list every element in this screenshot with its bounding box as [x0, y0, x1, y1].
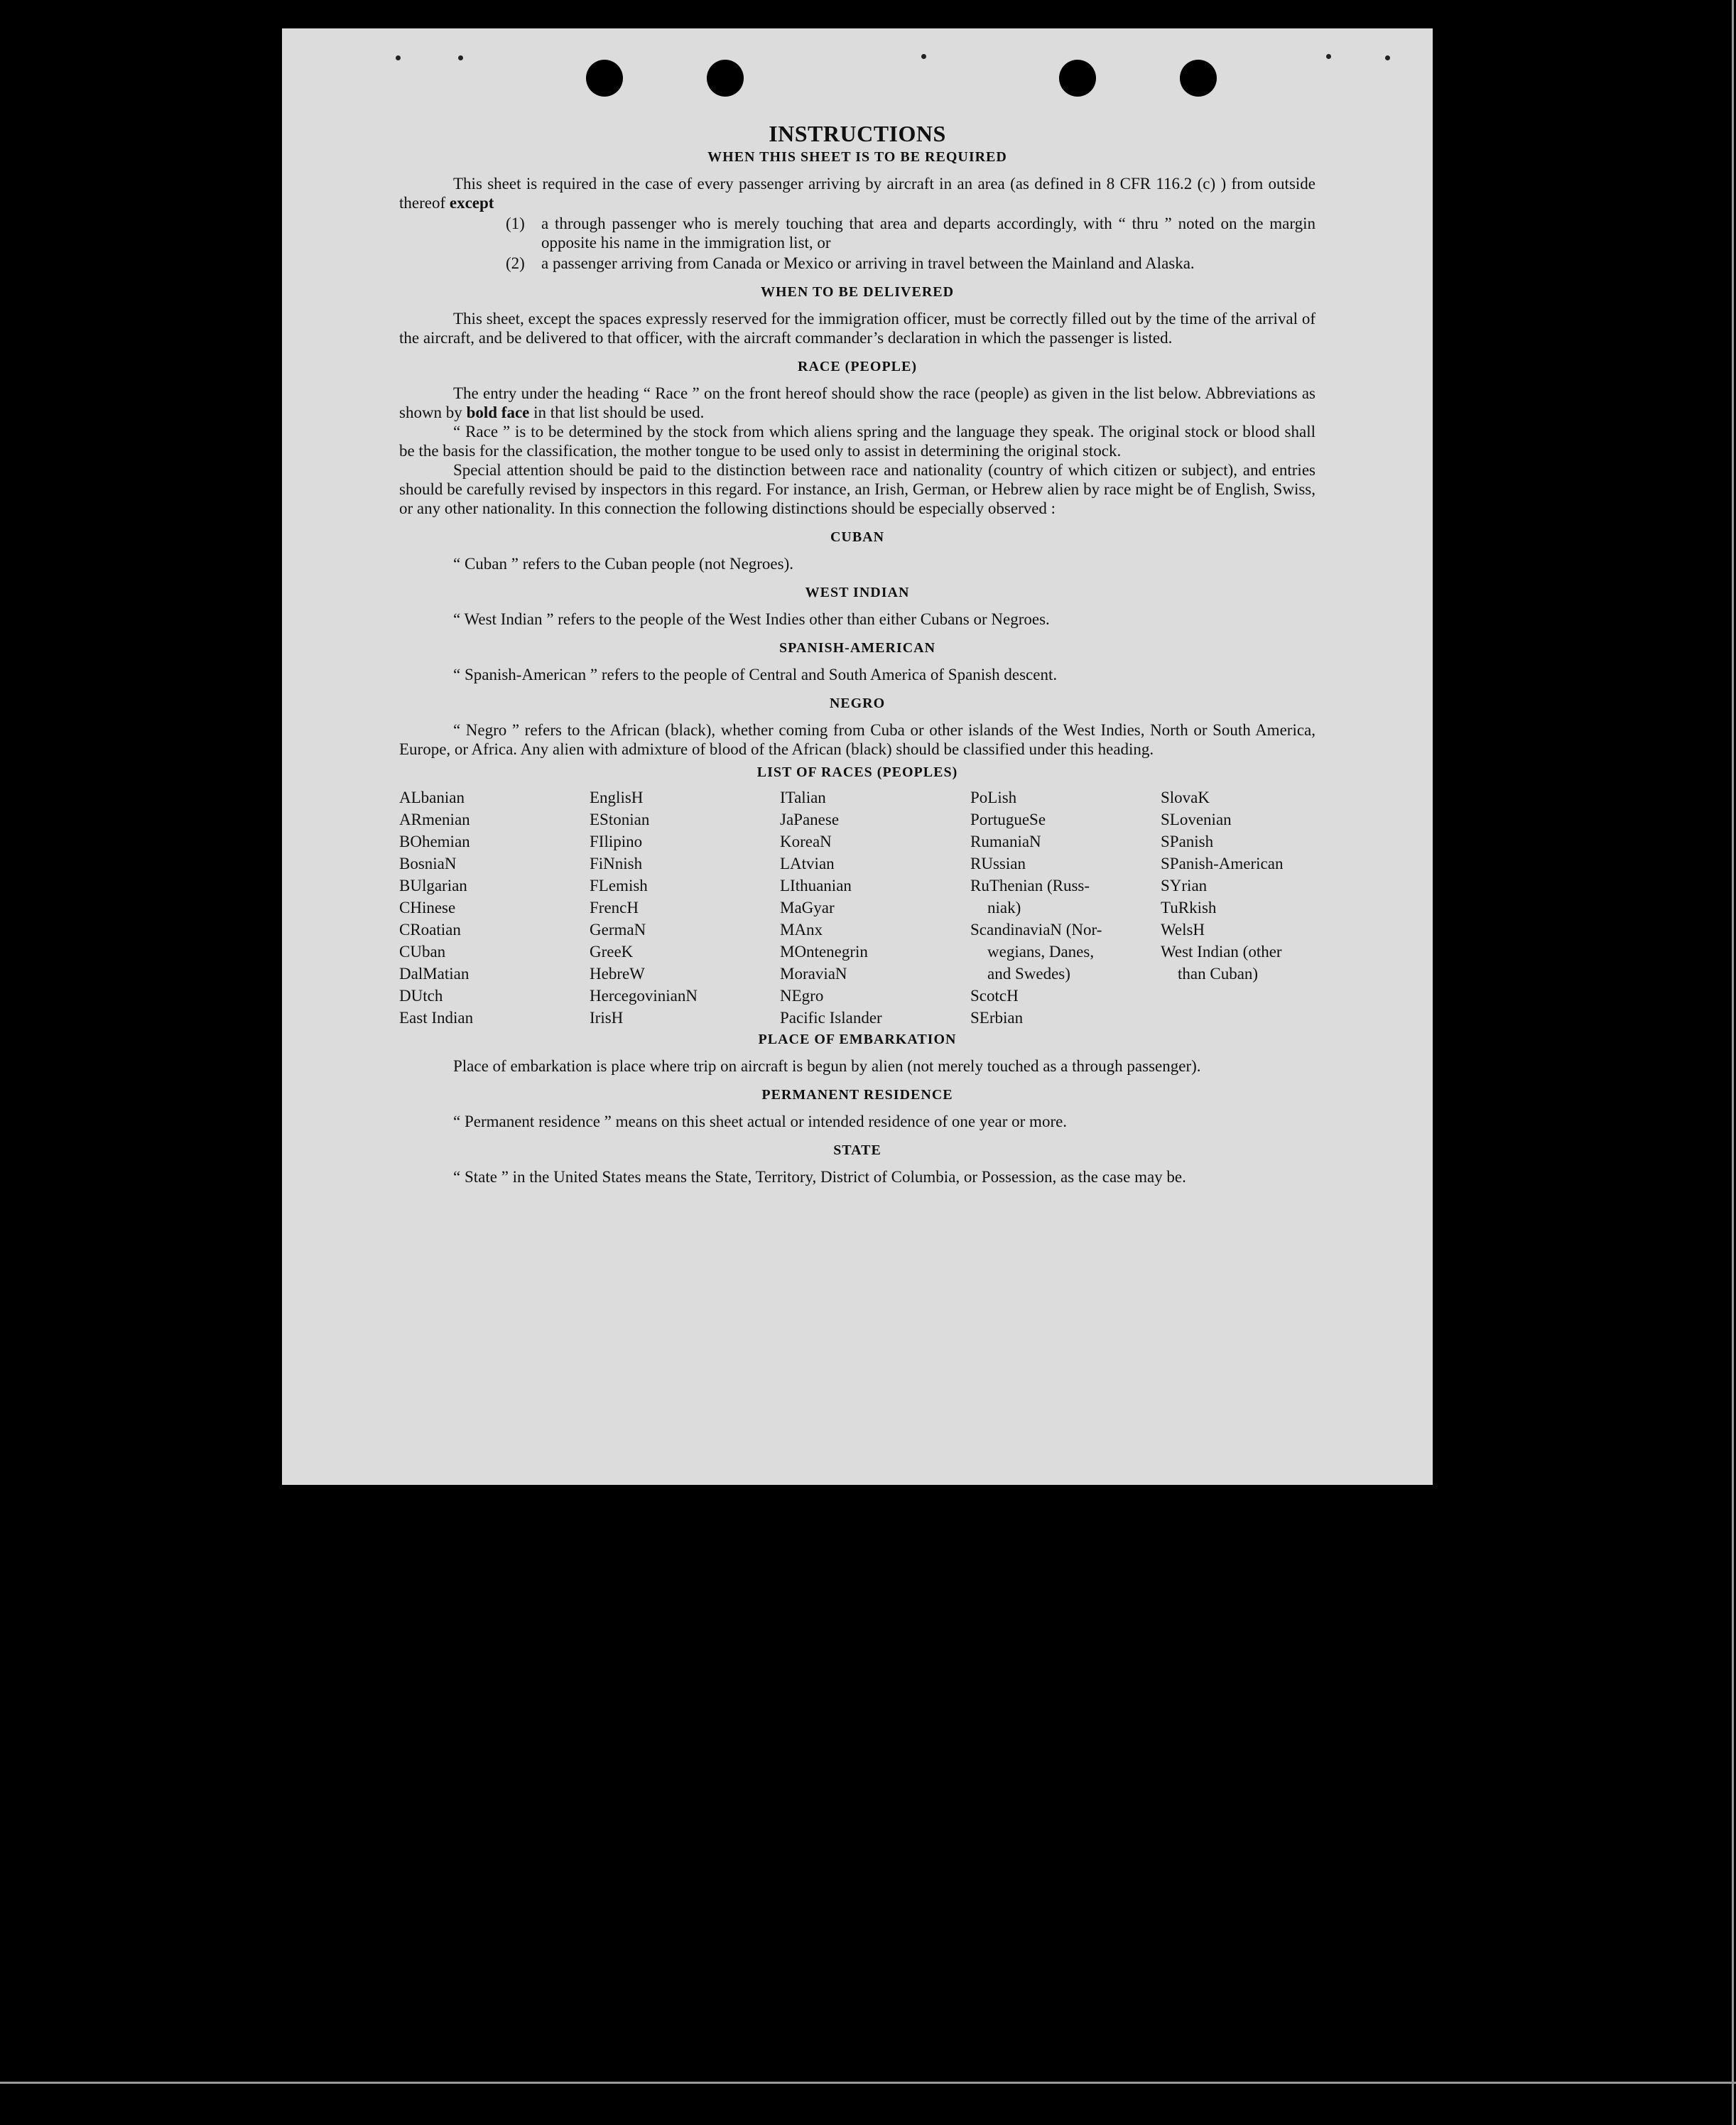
race-item-continuation: than Cuban): [1178, 965, 1259, 983]
race-item: KoreaN: [780, 833, 832, 850]
race-item: HercegovinianN: [590, 987, 698, 1005]
race-item: HebreW: [590, 965, 645, 983]
cuban-text: “ Cuban ” refers to the Cuban people (not Negroes).: [453, 555, 794, 573]
race-item: LIthuanian: [780, 877, 852, 894]
race-item: RuThenian (Russ-: [970, 877, 1090, 894]
race-item: SPanish: [1161, 833, 1214, 850]
race-item: LAtvian: [780, 855, 835, 872]
scan-speck: [396, 55, 401, 60]
exception-item: (1) a through passenger who is merely touching that area and departs accordingly, with “ thru ” noted on the margin opposite his name in the immigration list, or: [506, 215, 1315, 252]
section-heading-embarkation: PLACE OF EMBARKATION: [758, 1032, 957, 1047]
race-item: DalMatian: [399, 965, 470, 983]
race-item: FiNnish: [590, 855, 643, 872]
race-item: MoraviaN: [780, 965, 847, 983]
scan-speck: [1385, 55, 1390, 60]
race-item: FIlipino: [590, 833, 643, 850]
race-item: JaPanese: [780, 811, 840, 828]
race-item-continuation: niak): [987, 899, 1021, 916]
race-item: Pacific Islander: [780, 1009, 882, 1027]
section-heading-when-delivered: WHEN TO BE DELIVERED: [760, 284, 955, 300]
race-item: CUban: [399, 943, 446, 961]
race-item-continuation: and Swedes): [987, 965, 1070, 983]
race-item: PortugueSe: [970, 811, 1046, 828]
race-item: EnglisH: [590, 789, 644, 806]
document-sheet: [282, 28, 1433, 1485]
race-item: GreeK: [590, 943, 634, 961]
section-heading-spanish-american: SPANISH-AMERICAN: [779, 640, 936, 656]
race-paragraph: Special attention should be paid to the distinction between race and nationality (country of which citizen or subject), and entries should be carefully revised by inspectors in this regard. For instance, an Irish, German, or Hebrew alien by race might be of English, Swiss, or any other nationality. In this connection the following distinctions should be especially observed :: [399, 461, 1315, 517]
race-item: SErbian: [970, 1009, 1024, 1027]
when-required-intro: This sheet is required in the case of every passenger arriving by aircraft in an area (as defined in 8 CFR 116.2 (c) ) from outside thereof except: [399, 175, 1315, 212]
race-item: MaGyar: [780, 899, 835, 916]
section-heading-race: RACE (PEOPLE): [798, 359, 917, 374]
section-heading-west-indian: WEST INDIAN: [805, 585, 910, 600]
west-indian-text: “ West Indian ” refers to the people of the West Indies other than either Cubans or Negroes.: [453, 610, 1050, 628]
section-heading-when-required: WHEN THIS SHEET IS TO BE REQUIRED: [707, 149, 1007, 165]
punch-hole: [586, 60, 623, 97]
race-item: DUtch: [399, 987, 443, 1005]
race-item: ScotcH: [970, 987, 1019, 1005]
race-item: PoLish: [970, 789, 1017, 806]
section-heading-residence: PERMANENT RESIDENCE: [761, 1087, 953, 1103]
section-heading-negro: NEGRO: [829, 696, 886, 711]
race-item: ARmenian: [399, 811, 470, 828]
race-column: [590, 786, 780, 1029]
race-item-continuation: wegians, Danes,: [987, 943, 1095, 961]
race-paragraph: “ Race ” is to be determined by the stock from which aliens spring and the language they speak. The original stock or blood shall be the basis for the classification, the mother tongue to be used only to assist in determining the original stock.: [399, 423, 1315, 460]
race-column: [399, 786, 590, 1029]
section-heading-list-of-races: LIST OF RACES (PEOPLES): [756, 764, 958, 780]
race-list: [399, 786, 1315, 1029]
race-item: RumaniaN: [970, 833, 1041, 850]
race-item: SPanish-American: [1161, 855, 1284, 872]
race-item: BosniaN: [399, 855, 457, 872]
scan-edge-line: [1732, 0, 1734, 2125]
race-item: SYrian: [1161, 877, 1208, 894]
section-heading-state: STATE: [833, 1142, 881, 1158]
state-text: “ State ” in the United States means the State, Territory, District of Columbia, or Possession, as the case may be.: [453, 1168, 1186, 1186]
race-item: GermaN: [590, 921, 646, 939]
race-item: ScandinaviaN (Nor-: [970, 921, 1102, 939]
spanish-american-text: “ Spanish-American ” refers to the people of Central and South America of Spanish descent.: [453, 666, 1058, 683]
race-item: BOhemian: [399, 833, 470, 850]
page-title: INSTRUCTIONS: [769, 121, 946, 146]
race-item: WelsH: [1161, 921, 1205, 939]
race-item: BUlgarian: [399, 877, 467, 894]
race-item: SLovenian: [1161, 811, 1232, 828]
negro-text: “ Negro ” refers to the African (black), whether coming from Cuba or other islands of the West Indies, North or South America, Europe, or Africa. Any alien with admixture of blood of the African (black) should be classified under this heading.: [399, 721, 1315, 758]
race-column: [780, 786, 970, 1029]
race-column: [1161, 786, 1331, 1029]
race-column: [970, 786, 1161, 1029]
race-item: FLemish: [590, 877, 648, 894]
scan-edge-line: [0, 2082, 1736, 2084]
scan-speck: [458, 55, 463, 60]
scan-speck: [921, 54, 926, 59]
exception-item: (2) a passenger arriving from Canada or Mexico or arriving in travel between the Mainland and Alaska.: [506, 254, 1195, 272]
race-item: SlovaK: [1161, 789, 1210, 806]
section-heading-cuban: CUBAN: [830, 529, 885, 545]
when-delivered-text: This sheet, except the spaces expressly reserved for the immigration officer, must be correctly filled out by the time of the arrival of the aircraft, and be delivered to that officer, with the aircraft commander’s declaration in which the passenger is listed.: [399, 310, 1315, 347]
race-paragraph: The entry under the heading “ Race ” on the front hereof should show the race (people) as given in the list below. Abbreviations as shown by bold face in that list should be used.: [399, 384, 1315, 421]
race-item: MAnx: [780, 921, 823, 939]
instructions-content: [399, 121, 1315, 1186]
punch-hole: [1180, 60, 1217, 97]
race-item: East Indian: [399, 1009, 474, 1027]
race-item: MOntenegrin: [780, 943, 868, 961]
race-item: RUssian: [970, 855, 1026, 872]
race-item: FrencH: [590, 899, 639, 916]
race-item: ALbanian: [399, 789, 465, 806]
punch-hole: [707, 60, 744, 97]
race-item: West Indian (other: [1161, 943, 1282, 961]
race-item: IrisH: [590, 1009, 624, 1027]
race-item: CHinese: [399, 899, 456, 916]
scan-speck: [1326, 54, 1331, 59]
race-item: TuRkish: [1161, 899, 1217, 916]
punch-hole: [1059, 60, 1096, 97]
race-item: EStonian: [590, 811, 650, 828]
race-item: ITalian: [780, 789, 826, 806]
residence-text: “ Permanent residence ” means on this sheet actual or intended residence of one year or more.: [453, 1113, 1068, 1130]
race-item: CRoatian: [399, 921, 461, 939]
race-item: NEgro: [780, 987, 824, 1005]
embarkation-text: Place of embarkation is place where trip on aircraft is begun by alien (not merely touched as a through passenger).: [453, 1057, 1201, 1075]
